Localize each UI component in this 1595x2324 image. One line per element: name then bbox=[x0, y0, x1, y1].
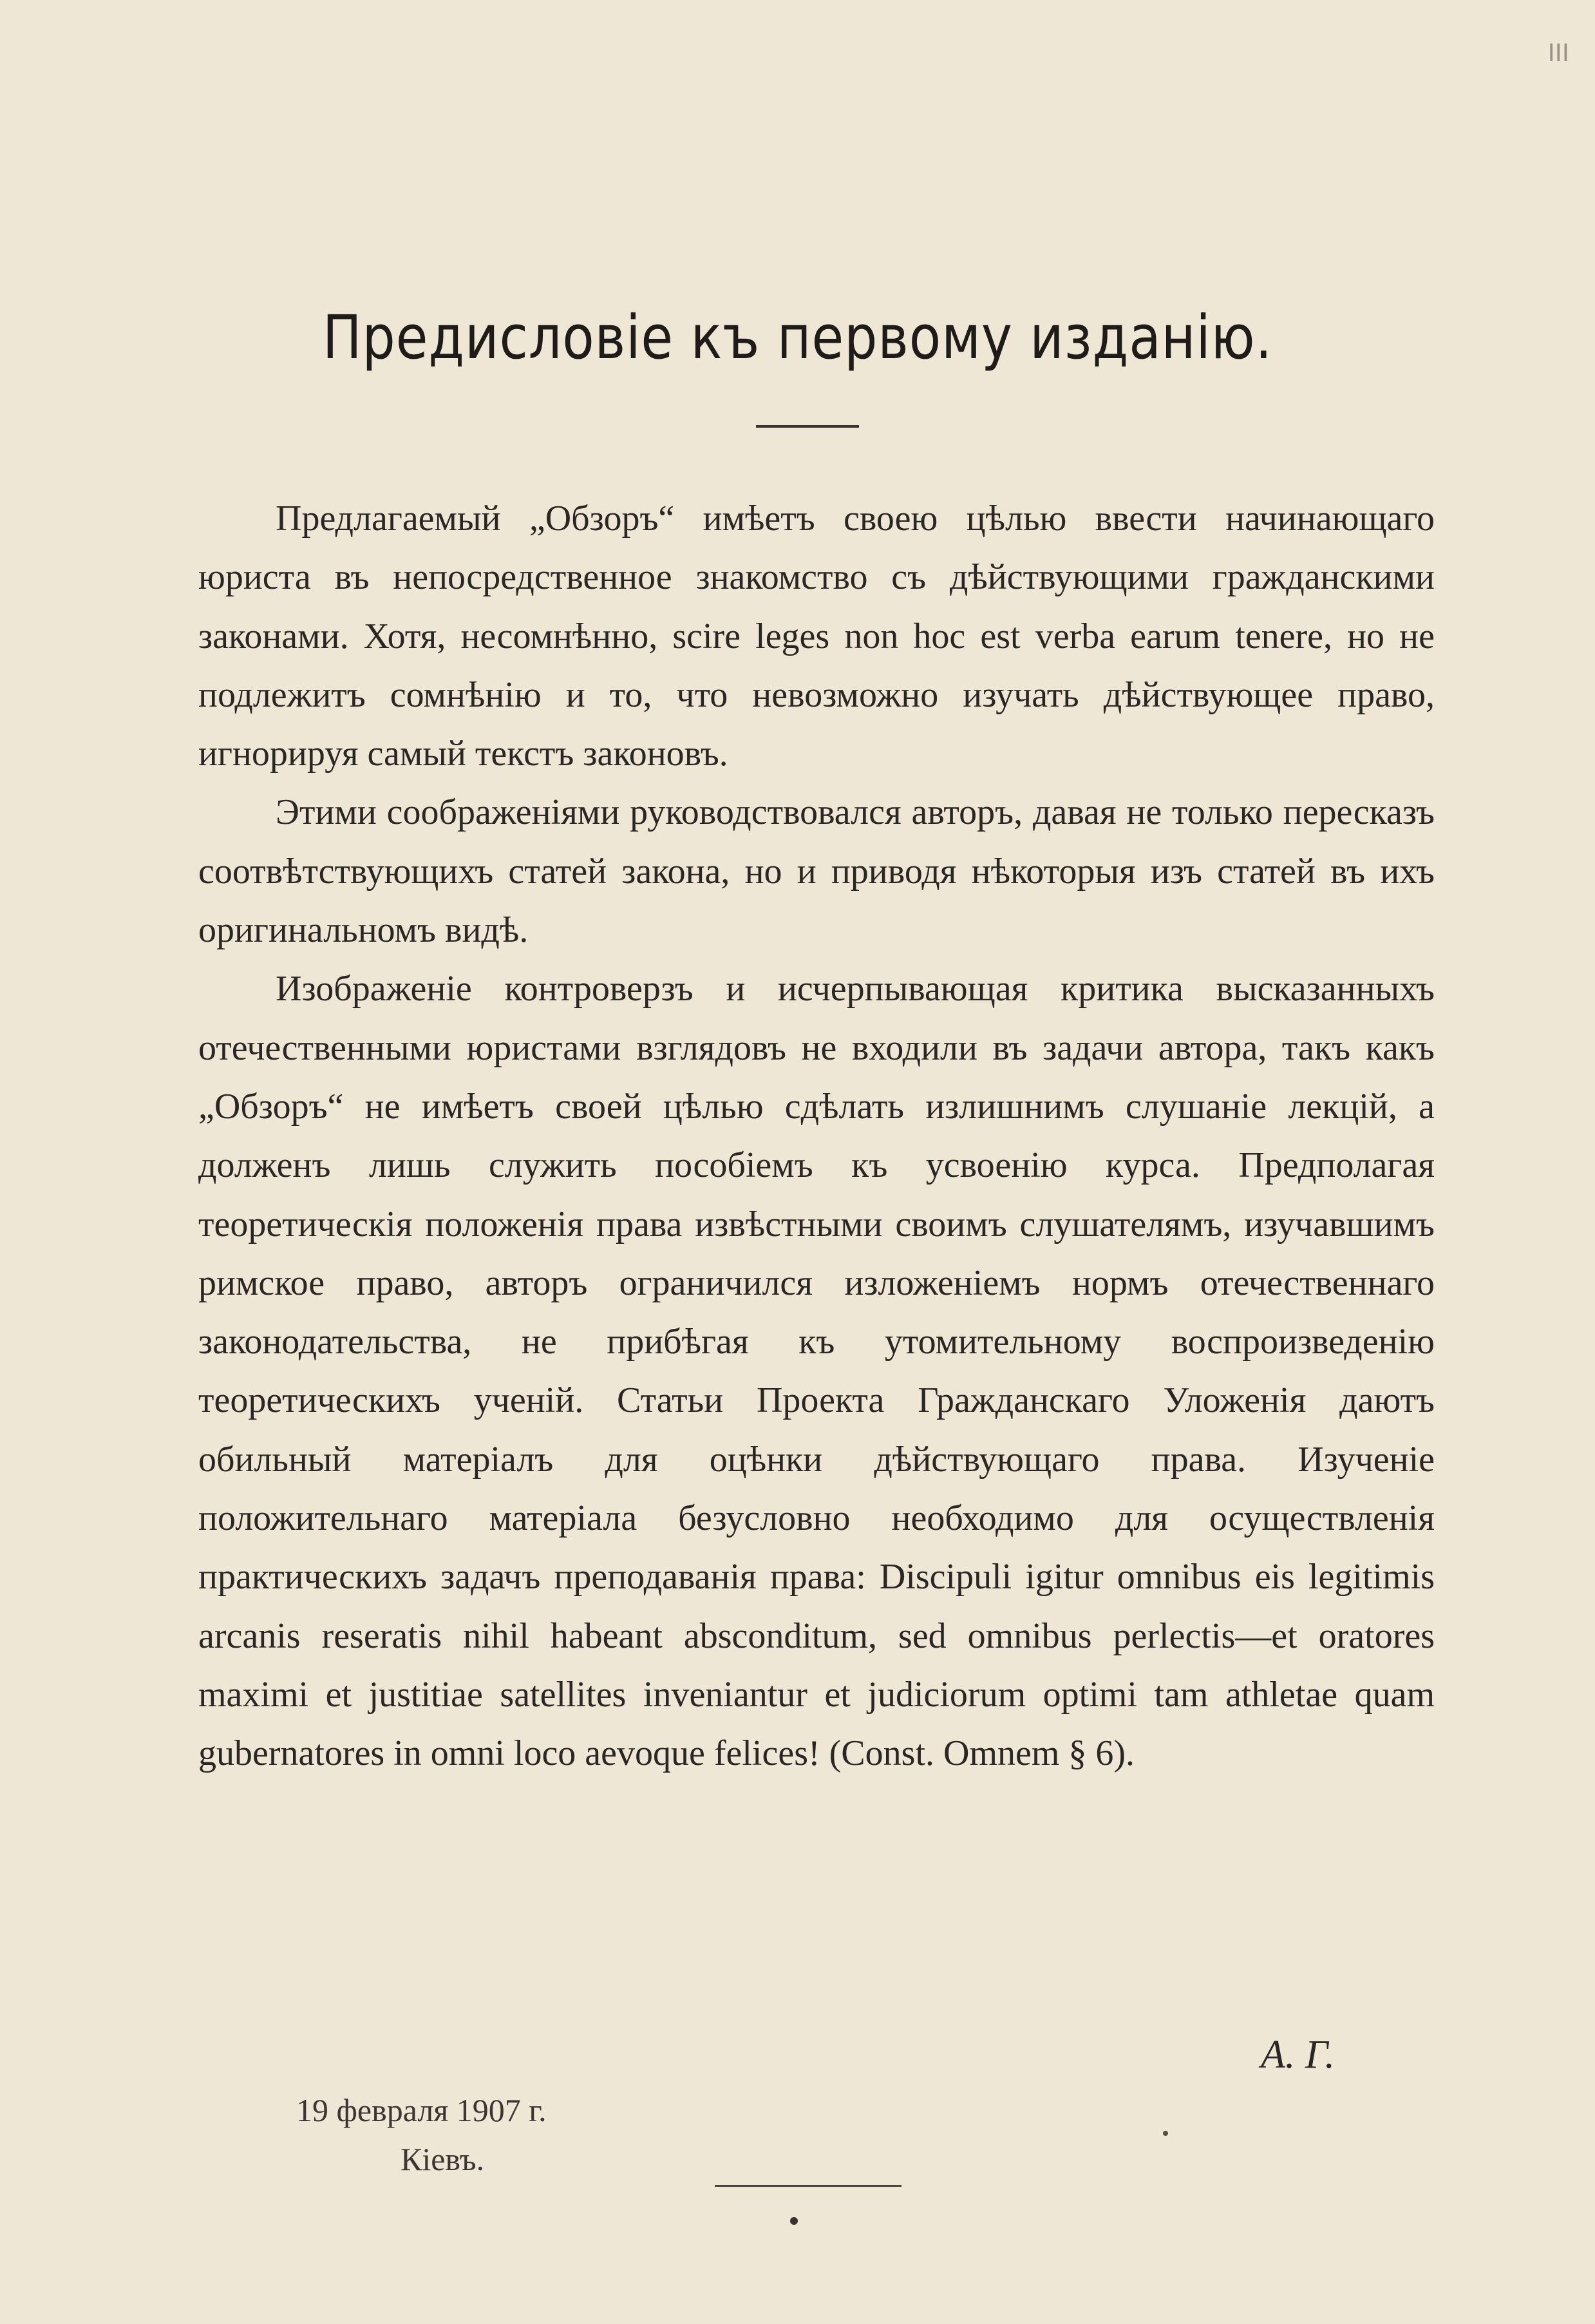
paragraph-1: Предлагаемый „Обзоръ“ имѣетъ своею цѣлью ввести начинающаго юриста въ непосредственное знакомство съ дѣйствующими гражданскими законами. Хотя, несомнѣнно, scire leges non hoc est verba earum tenere, но не подлежитъ сомнѣнію и то, что невозможно изучать дѣйствующее право, игнорируя самый текстъ законовъ. bbox=[198, 499, 1435, 774]
place-text: Кіевъ. bbox=[401, 2141, 485, 2177]
page-number-mark: III bbox=[1547, 39, 1569, 67]
paragraph-3: Изображеніе контроверзъ и исчерпывающая критика высказанныхъ отечественными юристами взглядовъ не входили въ задачи автора, такъ какъ „Обзоръ“ не имѣетъ своей цѣлью сдѣлать излишнимъ слушаніе лекцій, а долженъ лишь служить пособіемъ къ усвоенію курса. Предполагая теоретическія положенія права извѣстными своимъ слушателямъ, изучавшимъ римское право, авторъ ограничился изложеніемъ нормъ отечественнаго законодательства, не прибѣгая къ утомительному воспроизведенію теоретическихъ ученій. Статьи Проекта Гражданскаго Уложенія даютъ обильный матеріалъ для оцѣнки дѣйствующаго права. Изученіе положительнаго матеріала безусловно необходимо для осуществленія практическихъ задачъ преподаванія права: Discipuli igitur omnibus eis legitimis arcanis reseratis nihil habeant absconditum, sed omnibus perlectis—et oratores maximi et justitiae satellites inveniantur et judiciorum optimi tam athletae quam gubernatores in omni loco aevoque felices! (Const. Omnem § 6). bbox=[198, 969, 1435, 1774]
page-title: Предисловіе къ первому изданію. bbox=[322, 303, 1273, 373]
end-divider bbox=[715, 2185, 901, 2187]
author-signature: А. Г. bbox=[1261, 2033, 1335, 2077]
date-text: 19 февраля 1907 г. bbox=[296, 2092, 547, 2128]
title-divider bbox=[756, 425, 859, 428]
end-ornament-dot bbox=[790, 2217, 798, 2225]
preface-body bbox=[198, 490, 1435, 1784]
ink-dot bbox=[1163, 2131, 1168, 2136]
dateline bbox=[296, 2086, 547, 2184]
paragraph-2: Этими соображеніями руководствовался авторъ, давая не только пересказъ соотвѣтствующихъ статей закона, но и приводя нѣкоторыя изъ статей въ ихъ оригинальномъ видѣ. bbox=[198, 792, 1435, 951]
